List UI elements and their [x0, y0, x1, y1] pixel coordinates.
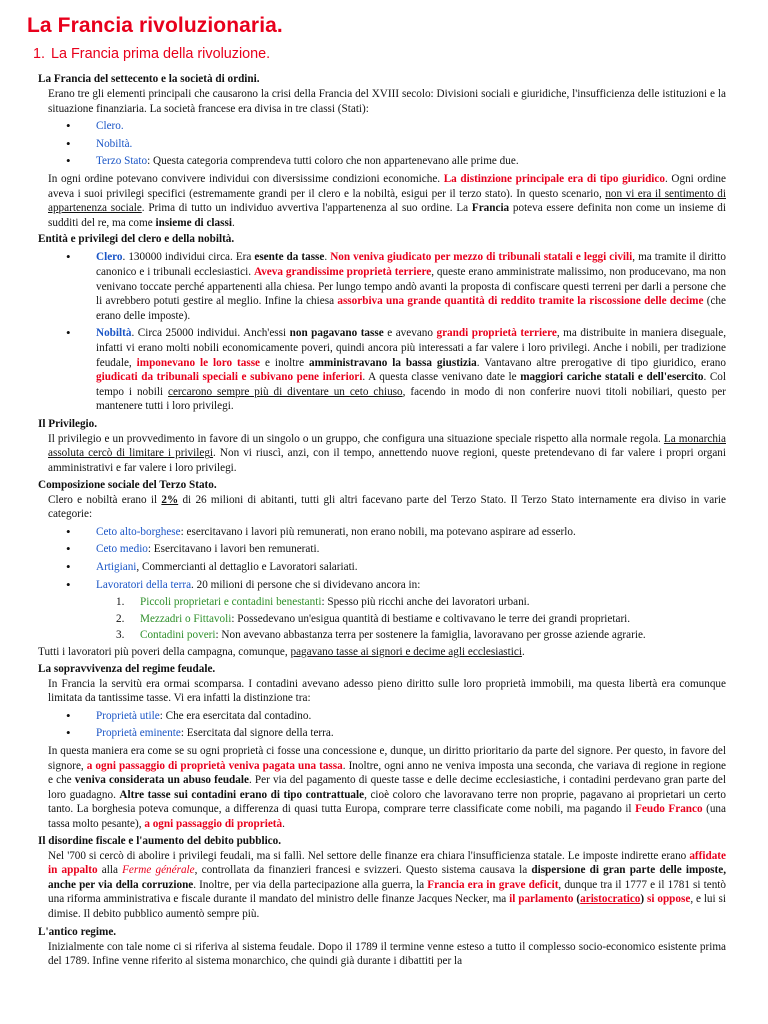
document-title: La Francia rivoluzionaria.: [27, 14, 283, 37]
list-item-contadini-poveri: 3. Contadini poveri: Non avevano abbastanza terra per sostenere la famiglia, lavoravano per grosse aziende agrarie.: [116, 629, 646, 642]
list-item-artigiani: • Artigiani, Commercianti al dettaglio e Lavoratori salariati.: [38, 560, 726, 575]
heading-antico-regime: L'antico regime.: [38, 925, 117, 938]
list-item-clero-detail: • Clero. 130000 individui circa. Era esente da tasse. Non veniva giudicato per mezzo di tribunali statali e leggi civili, ma tramite il diritto canonico e i tribunali ecclesiastici. Aveva grandissime proprietà terriere, queste erano amministrate malissimo, non producevano, ma non venivano toccate perché appartenenti alla chiesa. Per lungo tempo andò avanti la proposta di confiscare questi terreni per darli a persone che li avrebbero potuti gestire al meglio. Infine la chiesa assorbiva una grande quantità di reddito tramite la riscossione delle decime (che erano delle imposte).: [38, 250, 726, 323]
paragraph-antico-regime: Inizialmente con tale nome ci si riferiva al sistema feudale. Dopo il 1789 il termine venne esteso a tutto il complesso socio-economico esistente prima del 1789. Infine venne riferito al sistema monarchico, che quindi già durante i dibattiti per la: [48, 940, 726, 968]
list-lavoratori: [38, 595, 726, 643]
list-clero-nobilta: [38, 250, 726, 414]
subtitle-text: La Francia prima della rivoluzione.: [51, 46, 271, 62]
heading-regime-feudale: La sopravvivenza del regime feudale.: [38, 662, 216, 675]
list-item-terzo-stato: • Terzo Stato: Questa categoria comprendeva tutti coloro che non appartenevano alle prime due.: [38, 154, 726, 169]
paragraph-lavoratori-tasse: Tutti i lavoratori più poveri della campagna, comunque, pagavano tasse ai signori e decime agli ecclesiastici.: [38, 646, 525, 658]
list-categorie: [38, 525, 726, 592]
list-item-clero: • Clero.: [38, 119, 726, 134]
paragraph-concessione: In questa maniera era come se su ogni proprietà ci fosse una concessione e, dunque, un diritto prioritario da parte del signore. Per questo, in favore del signore, a ogni passaggio di proprietà veniva pagata una tassa. Inoltre, ogni anno ne veniva imposta una seconda, che variava di regione in regione e che veniva considerata un abuso feudale. Per via del pagamento di queste tasse e delle decime ecclesiastiche, i contadini perdevano gran parte del loro guadagno. Altre tasse sui contadini erano di tipo contrattuale, cioè coloro che lavoravano terre non proprie, pagavano ai proprietari un certo tanto. La borghesia poteva comunque, a differenza di quasi tutta Europa, comprare terre classificate come nobili, ma pagando il Feudo Franco (una tassa molto pesante), a ogni passaggio di proprietà.: [48, 744, 727, 830]
heading-privilegio: Il Privilegio.: [38, 417, 98, 430]
section-subtitle: [33, 45, 270, 63]
list-item-nobilta: • Nobiltà.: [38, 137, 726, 152]
heading-disordine-fiscale: Il disordine fiscale e l'aumento del debito pubblico.: [38, 834, 282, 847]
list-item-proprieta-utile: • Proprietà utile: Che era esercitata dal contadino.: [38, 709, 726, 724]
list-item-ceto-alto: • Ceto alto-borghese: esercitavano i lavori più remunerati, non erano nobili, ma potevano aspirare ad esserlo.: [38, 525, 726, 540]
document-body: [38, 72, 726, 969]
list-item-mezzadri: 2. Mezzadri o Fittavoli: Possedevano un'esigua quantità di bestiame e coltivavano le terre dei grandi proprietari.: [116, 612, 631, 625]
heading-clero-nobilta: Entità e privilegi del clero e della nobiltà.: [38, 233, 235, 246]
list-item-proprieta-eminente: • Proprietà eminente: Esercitata dal signore della terra.: [38, 726, 726, 741]
list-item-lavoratori-terra: • Lavoratori della terra. 20 milioni di persone che si dividevano ancora in:: [38, 578, 726, 593]
list-stati: [38, 119, 726, 169]
list-item-ceto-medio: • Ceto medio: Esercitavano i lavori ben remunerati.: [38, 542, 726, 557]
paragraph-terzo-stato: Clero e nobiltà erano il 2% di 26 milioni di abitanti, tutti gli altri facevano parte del Terzo Stato. Il Terzo Stato internamente era diviso in varie categorie:: [48, 493, 726, 521]
paragraph-ordini: In ogni ordine potevano convivere individui con diversissime condizioni economiche. La distinzione principale era di tipo giuridico. Ogni ordine aveva i suoi privilegi specifici (estremamente grandi per il clero e la nobiltà, esigui per il terzo stato). In questo scenario, non vi era il sentimento di appartenenza sociale. Prima di tutto un individuo avvertiva l'appartenenza al suo ordine. La Francia poteva essere definita non come un insieme di sudditi del re, ma come insieme di classi.: [48, 172, 726, 229]
paragraph-intro: Erano tre gli elementi principali che causarono la crisi della Francia del XVIII secolo: Divisioni sociali e giuridiche, l'insufficienza delle istituzioni e la situazione finanziaria. La società francese era divisa in tre classi (Stati):: [48, 88, 726, 115]
paragraph-privilegio: Il privilegio e un provvedimento in favore di un singolo o un gruppo, che configura una situazione speciale rispetto alla normale regola. La monarchia assoluta cercò di limitare i privilegi. Non vi riuscì, anzi, con il tempo, annettendo nuove regioni, queste pretendevano di far valere i propri organi amministrativi e far valere i loro privilegi.: [48, 432, 727, 475]
list-item-piccoli-proprietari: 1. Piccoli proprietari e contadini benestanti: Spesso più ricchi anche dei lavoratori urbani.: [116, 596, 530, 609]
paragraph-servitu: In Francia la servitù era ormai scomparsa. I contadini avevano adesso pieno diritto sulle loro proprietà immobili, ma questa libertà era comunque limitata da tantissime tasse. Vi era infatti la distinzione tra:: [48, 677, 726, 705]
paragraph-disordine-fiscale: Nel '700 si cercò di abolire i privilegi feudali, ma si fallì. Nel settore delle finanze era chiara l'insufficienza statale. Le imposte indirette erano affidate in appalto alla Ferme générale, controllata da finanzieri francesi e svizzeri. Questo sistema causava la dispersione di gran parte delle imposte, anche per via della corruzione. Inoltre, per via della partecipazione alla guerra, la Francia era in grave deficit, dunque tra il 1777 e il 1781 si tentò una riforma amministrativa e fiscale durante il mandato del ministro delle finanze Jacques Necker, ma il parlamento (aristocratico) si oppose, e lui si dimise. Il debito pubblico aumentò sempre più.: [48, 849, 727, 920]
heading-terzo-stato: Composizione sociale del Terzo Stato.: [38, 478, 217, 491]
heading-societa-ordini: La Francia del settecento e la società di ordini.: [38, 73, 260, 85]
list-proprieta: [38, 709, 726, 741]
subtitle-number: 1.: [33, 46, 46, 62]
list-item-nobilta-detail: • Nobiltà. Circa 25000 individui. Anch'essi non pagavano tasse e avevano grandi proprietà terriere, ma distribuite in maniera diseguale, infatti vi erano molti nobili economicamente poveri, quindi ancora più interessati a far valere i loro privilegi. Anche i nobili, per tradizione feudale, imponevano le loro tasse e inoltre amministravano la bassa giustizia. Vantavano altre prerogative di tipo giuridico, erano giudicati da tribunali speciali e subivano pene inferiori. A questa classe venivano date le maggiori cariche statali e dell'esercito. Col tempo i nobili cercarono sempre più di diventare un ceto chiuso, facendo in modo di non conferire nuovi titoli nobiliari, questo per mantenere tutti i loro privilegi.: [38, 326, 726, 414]
